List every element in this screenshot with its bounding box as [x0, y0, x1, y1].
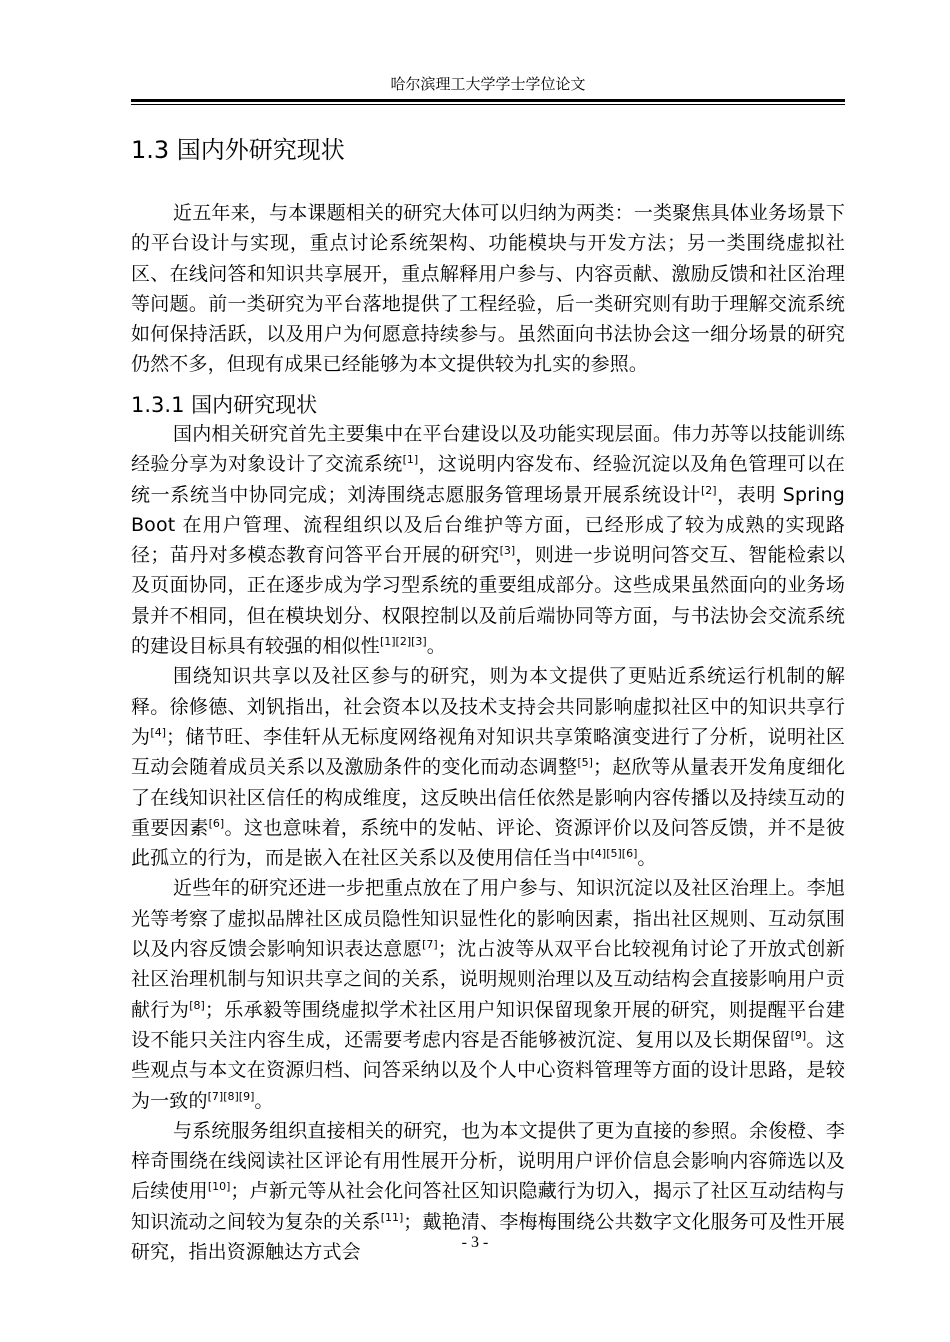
- citation[interactable]: [2]: [701, 483, 717, 497]
- citation[interactable]: [3]: [499, 544, 516, 558]
- citation[interactable]: [11]: [380, 1210, 404, 1224]
- running-header: 哈尔滨理工大学学士学位论文: [390, 75, 586, 93]
- paragraph-service: 与系统服务组织直接相关的研究，也为本文提供了更为直接的参照。余俊橙、李梓奇围绕在线阅读社区评论有用性展开分析，说明用户评价信息会影响内容筛选以及后续使用[10]；卢新元等从社会化问答社区知识隐藏行为切入，揭示了社区互动结构与知识流动之间较为复杂的关系[11]；戴艳清、李梅梅围绕公共数字文化服务可及性开展研究，指出资源触达方式会: [131, 1119, 846, 1264]
- citation[interactable]: [1]: [402, 453, 419, 467]
- citation[interactable]: [7][8][9]: [207, 1089, 255, 1103]
- citation[interactable]: [8]: [189, 998, 205, 1012]
- paragraph-governance: 近些年的研究还进一步把重点放在了用户参与、知识沉淀以及社区治理上。李旭光等考察了虚拟品牌社区成员隐性知识显性化的影响因素，指出社区规则、互动氛围以及内容反馈会影响知识表达意愿[7]；沈占波等从双平台比较视角讨论了开放式创新社区治理机制与知识共享之间的关系，说明规则治理以及互动结构会直接影响用户贡献行为[8]；乐承毅等围绕虚拟学术社区用户知识保留现象开展的研究，则提醒平台建设不能只关注内容生成，还需要考虑内容是否能够被沉淀、复用以及长期保留[9]。这些观点与本文在资源归档、问答采纳以及个人中心资料管理等方面的设计思路，是较为一致的[7][8][9]。: [131, 877, 846, 1112]
- page-number: - 3 -: [461, 1234, 489, 1251]
- citation[interactable]: [10]: [207, 1180, 231, 1194]
- citation[interactable]: [6]: [208, 816, 225, 830]
- header-rule-thin: [131, 104, 845, 105]
- citation[interactable]: [9]: [790, 1028, 807, 1042]
- header-rule-thick: [131, 99, 845, 102]
- intro-paragraph: [131, 198, 845, 380]
- intro-text: 近五年来，与本课题相关的研究大体可以归纳为两类：一类聚焦具体业务场景下的平台设计与实现，重点讨论系统架构、功能模块与开发方法；另一类围绕虚拟社区、在线问答和知识共享展开，重点解释用户参与、内容贡献、激励反馈和社区治理等问题。前一类研究为平台落地提供了工程经验，后一类研究则有助于理解交流系统如何保持活跃，以及用户为何愿意持续参与。虽然面向书法协会这一细分场景的研究仍然不多，但现有成果已经能够为本文提供较为扎实的参照。: [131, 202, 845, 376]
- citation[interactable]: [5]: [577, 756, 593, 770]
- citation[interactable]: [1][2][3]: [379, 635, 427, 649]
- paragraph-platform: 国内相关研究首先主要集中在平台建设以及功能实现层面。伟力苏等以技能训练经验分享为对象设计了交流系统[1]，这说明内容发布、经验沉淀以及角色管理可以在统一系统当中协同完成；刘涛围绕志愿服务管理场景开展系统设计[2]，表明 Spring Boot 在用户管理、流程组织以及后台维护等方面，已经形成了较为成熟的实现路径；苗丹对多模态教育问答平台开展的研究[3]，则进一步说明问答交互、智能检索以及页面协同，正在逐步成为学习型系统的重要组成部分。这些成果虽然面向的业务场景并不相同，但在模块划分、权限控制以及前后端协同等方面，与书法协会交流系统的建设目标具有较强的相似性[1][2][3]。: [131, 423, 845, 658]
- citation[interactable]: [4]: [150, 725, 167, 739]
- section-heading: 1.3 国内外研究现状: [131, 136, 345, 164]
- paragraph-knowledge-sharing: 围绕知识共享以及社区参与的研究，则为本文提供了更贴近系统运行机制的解释。徐修德、刘钒指出，社会资本以及技术支持会共同影响虚拟社区中的知识共享行为[4]；储节旺、李佳轩从无标度网络视角对知识共享策略演变进行了分析，说明社区互动会随着成员关系以及激励条件的变化而动态调整[5]；赵欣等从量表开发角度细化了在线知识社区信任的构成维度，这反映出信任依然是影响内容传播以及持续互动的重要因素[6]。这也意味着，系统中的发帖、评论、资源评价以及问答反馈，并不是彼此孤立的行为，而是嵌入在社区关系以及使用信任当中[4][5][6]。: [131, 665, 846, 870]
- subsection-heading: 1.3.1 国内研究现状: [131, 393, 318, 417]
- body-paragraphs: [131, 419, 845, 1267]
- citation[interactable]: [7]: [422, 938, 438, 952]
- citation[interactable]: [4][5][6]: [590, 847, 638, 861]
